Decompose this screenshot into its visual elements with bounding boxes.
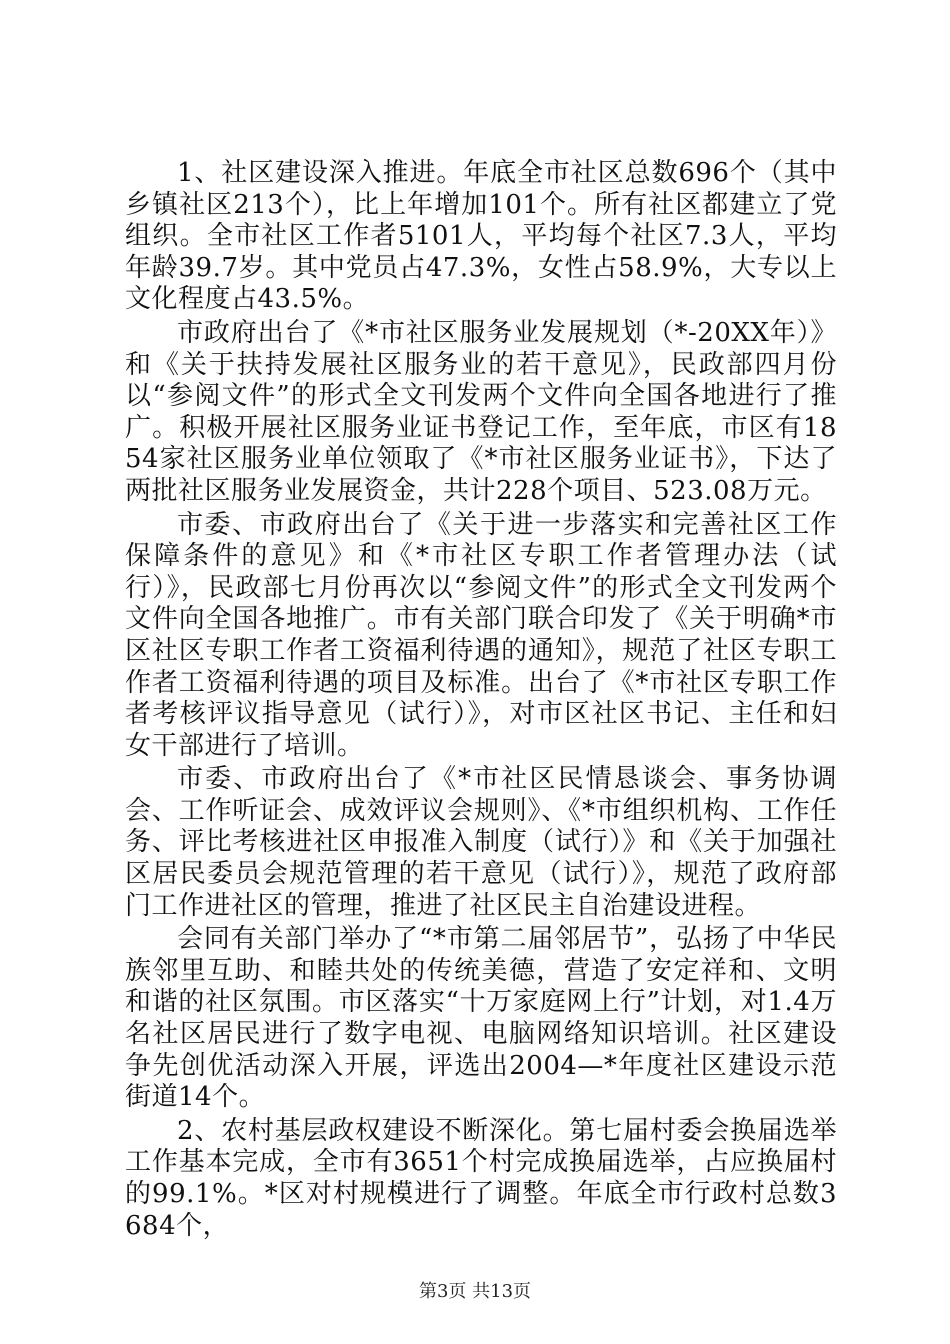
paragraph-community-rules: 市委、市政府出台了《*市社区民情恳谈会、事务协调会、工作听证会、成效评议会规则》、《*市组织机构、工作任务、评比考核进社区申报准入制度（试行）》和《关于加强社区居民委员会规范管理的若干意见（试行）》，规范了政府部门工作进社区的管理，推进了社区民主自治建设进程。 [125,764,837,921]
document-body [125,158,837,1244]
page-footer: 第3页 共13页 [418,1281,532,1302]
paragraph-community-work-guarantee: 市委、市政府出台了《关于进一步落实和完善社区工作保障条件的意见》和《*市社区专职工作者管理办法（试行）》，民政部七月份再次以“参阅文件”的形式全文刊发两个文件向全国各地推广。市有关部门联合印发了《关于明确*市区社区专职工作者工资福利待遇的通知》，规范了社区专职工作者工资福利待遇的项目及标准。出台了《*市社区专职工作者考核评议指导意见（试行）》，对市区社区书记、主任和妇女干部进行了培训。 [125,509,837,761]
paragraph-neighbor-festival: 会同有关部门举办了“*市第二届邻居节”，弘扬了中华民族邻里互助、和睦共处的传统美德，营造了安定祥和、文明和谐的社区氛围。市区落实“十万家庭网上行”计划，对1.4万名社区居民进行了数字电视、电脑网络知识培训。社区建设争先创优活动深入开展，评选出2004—*年度社区建设示范街道14个。 [125,924,837,1113]
paragraph-community-service-plan: 市政府出台了《*市社区服务业发展规划（*-20XX年）》和《关于扶持发展社区服务业的若干意见》，民政部四月份以“参阅文件”的形式全文刊发两个文件向全国各地进行了推广。积极开展社区服务业证书登记工作，至年底，市区有1854家社区服务业单位领取了《*市社区服务业证书》，下达了两批社区服务业发展资金，共计228个项目、523.08万元。 [125,317,837,506]
paragraph-rural-governance: 2、农村基层政权建设不断深化。第七届村委会换届选举工作基本完成，全市有3651个村完成换届选举，占应换届村的99.1%。*区对村规模进行了调整。年底全市行政村总数3684个， [125,1115,837,1241]
paragraph-community-building: 1、社区建设深入推进。年底全市社区总数696个（其中乡镇社区213个），比上年增加101个。所有社区都建立了党组织。全市社区工作者5101人，平均每个社区7.3人，平均年龄39.7岁。其中党员占47.3%，女性占58.9%，大专以上文化程度占43.5%。 [125,158,837,315]
